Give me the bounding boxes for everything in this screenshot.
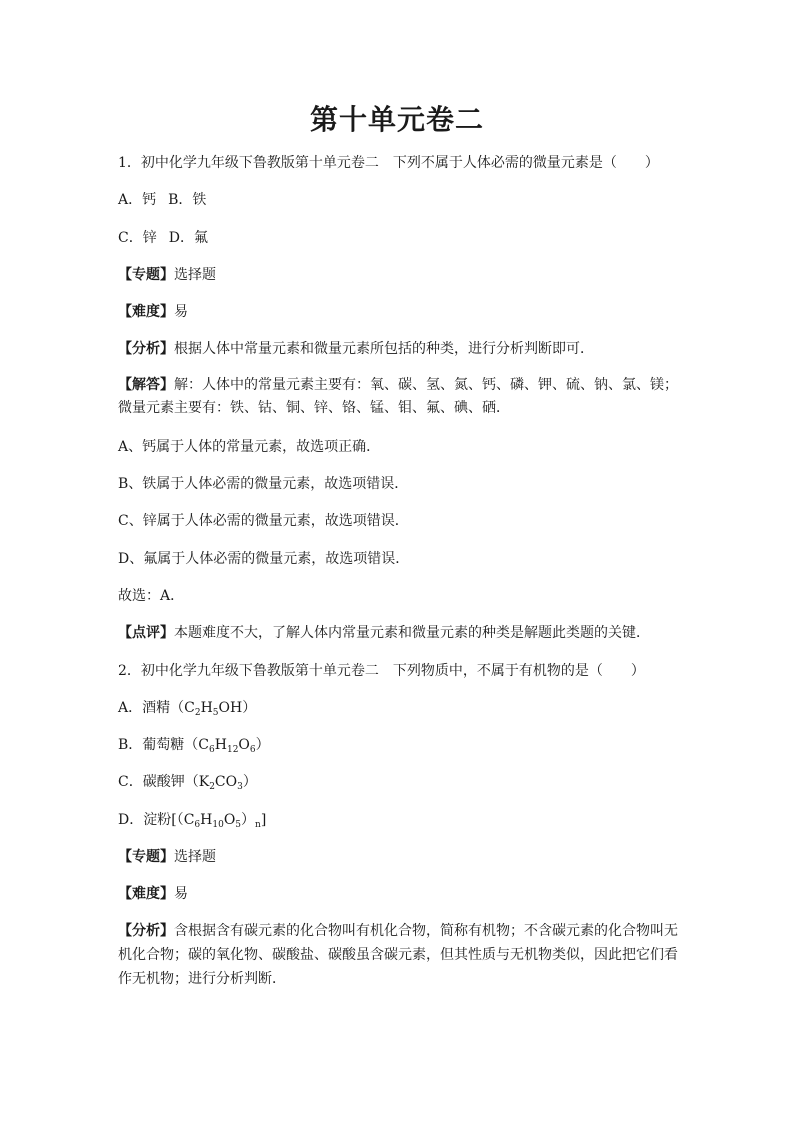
formula-subscript: 3 [237,782,243,793]
formula-part: ] [260,811,267,828]
answer-tag: 【解答】 [118,376,174,393]
formula-subscript: 6 [194,819,201,830]
topic-tag: 【专题】 [118,266,174,283]
topic-value: 选择题 [174,266,216,283]
comment-text: 本题难度不大，了解人体内常量元素和微量元素的种类是解题此类题的关键． [174,625,650,642]
option-c-label: C．碳酸钾（ [118,774,199,791]
difficulty-tag: 【难度】 [118,304,174,321]
option-a-label: A．酒精（ [118,699,185,716]
formula-part: ） [242,774,257,791]
formula-subscript: 6 [209,745,215,756]
option-a: A．钙 [118,192,157,209]
formula-part: H [200,811,213,828]
analysis-tag: 【分析】 [118,341,174,358]
question-2-option-d [118,807,678,844]
explanation-a: A、钙属于人体的常量元素，故选项正确． [118,438,381,455]
comment-tag: 【点评】 [118,625,174,642]
question-1-stem: 1．初中化学九年级下鲁教版第十单元卷二 下列不属于人体必需的微量元素是（ ） [118,155,659,171]
formula-part: H [200,699,213,716]
question-2-stem: 2．初中化学九年级下鲁教版第十单元卷二 下列物质中，不属于有机物的是（ ） [118,662,645,679]
question-2-analysis [118,919,678,991]
formula-subscript: n [255,819,261,830]
formula-subscript: 5 [212,707,219,718]
question-1-options-row-2 [118,225,678,262]
explanation-d: D、氟属于人体必需的微量元素，故选项错误． [118,550,410,567]
formula-part: CO [214,774,238,791]
question-1-options-row-1 [118,187,678,224]
option-c: C．锌 [118,229,157,246]
page-title: 第十单元卷二 [309,103,484,136]
formula-part: K [198,774,210,791]
analysis-tag: 【分析】 [118,922,174,939]
answer-text: 解：人体中的常量元素主要有：氧、碳、氢、氮、钙、磷、钾、硫、钠、氯、镁；微量元素主要有：铁、钴、铜、锌、铬、锰、钼、氟、碘、硒． [118,376,678,416]
question-2-topic [118,844,678,881]
formula-part: C [198,737,210,754]
formula-subscript: 2 [194,707,201,718]
formula-subscript: 10 [212,819,224,830]
option-b-label: B．葡萄糖（ [118,737,199,754]
question-1-topic [118,262,678,299]
formula-part: C [184,699,195,716]
explanation-b: B、铁属于人体必需的微量元素，故选项错误． [118,476,409,493]
question-2-option-b [118,732,678,769]
question-2-difficulty [118,881,678,918]
formula-subscript: 6 [249,745,256,756]
question-2-option-c [118,769,678,806]
option-d: D．氟 [168,229,208,246]
question-1-difficulty [118,299,678,336]
question-2-option-a [118,695,678,732]
question-1-comment [118,620,678,657]
formula-part: ） [241,811,256,828]
formula-part: O [238,737,250,754]
document-content [118,150,678,1004]
formula-part: O [223,811,236,828]
formula-part: OH） [218,699,257,716]
difficulty-value: 易 [174,304,188,321]
option-d-label: D．淀粉[（ [118,811,184,828]
question-1-choice: 故选：A． [118,587,185,604]
topic-tag: 【专题】 [118,849,174,866]
analysis-text: 根据人体中常量元素和微量元素所包括的种类，进行分析判断即可． [174,341,594,358]
formula-part: C [183,811,195,828]
formula-subscript: 2 [209,782,215,793]
difficulty-value: 易 [174,886,188,903]
formula-subscript: 12 [226,745,239,756]
question-1-analysis [118,336,678,373]
topic-value: 选择题 [174,849,216,866]
formula-subscript: 5 [235,819,242,830]
difficulty-tag: 【难度】 [118,886,174,903]
explanation-c: C、锌属于人体必需的微量元素，故选项错误． [118,513,409,530]
question-1-answer [118,374,678,420]
formula-part: ） [255,737,270,754]
analysis-text: 含根据含有碳元素的化合物叫有机化合物，简称有机物；不含碳元素的化合物叫无机化合物；碳的氧化物、碳酸盐、碳酸虽含碳元素，但其性质与无机物类似，因此把它们看作无机物；进行分析判断． [118,922,678,987]
formula-part: H [214,737,227,754]
option-b: B．铁 [168,192,207,209]
